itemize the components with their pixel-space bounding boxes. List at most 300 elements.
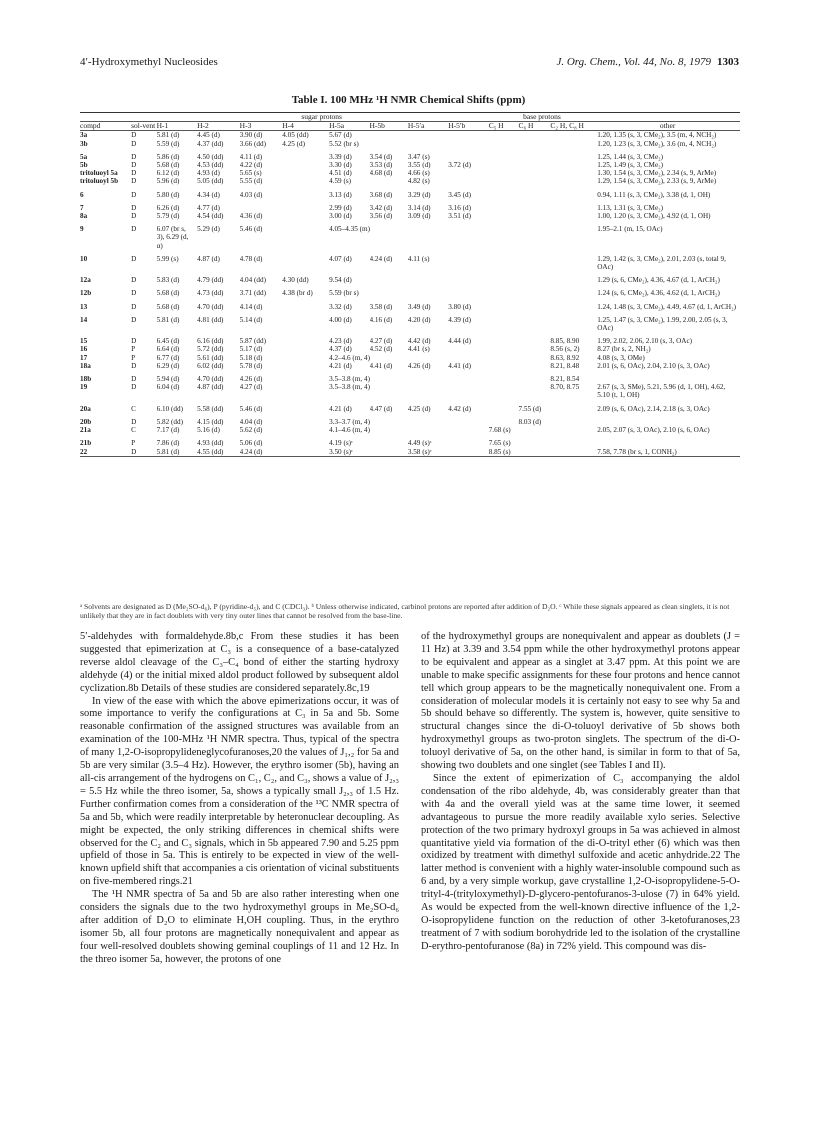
compound-cell: 6 <box>80 190 84 199</box>
table-cell <box>282 311 329 332</box>
table-cell: D <box>131 289 137 298</box>
table-cell <box>282 362 329 370</box>
col-header: H-4 <box>282 121 294 131</box>
table-cell: 5.18 (d) <box>239 353 263 362</box>
table-cell <box>240 199 283 212</box>
table-cell: 4.50 (dd) <box>197 152 224 161</box>
table-cell: D <box>131 383 137 392</box>
right-column <box>421 631 740 1111</box>
table-cell <box>282 332 329 345</box>
table-cell <box>370 140 408 148</box>
table-cell: D <box>131 225 137 234</box>
table-cell: 5.46 (d) <box>239 404 263 413</box>
table-cell: D <box>131 152 137 161</box>
table-cell: 4.27 (d) <box>239 383 263 392</box>
table-cell <box>448 177 488 185</box>
table-cell: 4.52 (d) <box>369 345 393 354</box>
table-cell: D <box>131 161 137 170</box>
table-cell <box>282 220 329 250</box>
table-cell: 4.27 (d) <box>369 337 393 346</box>
table-cell: 6.02 (dd) <box>197 361 224 370</box>
compound-cell: 7 <box>80 203 84 212</box>
table-row <box>80 220 740 250</box>
table-cell: 5.59 (d) <box>156 139 180 148</box>
table-cell <box>489 148 519 161</box>
table-cell: 6.12 (d) <box>156 169 180 178</box>
paragraph: of the hydroxymethyl groups are nonequivalent and appear as doublets (J = 11 Hz) at 3.39 and 3.54 ppm while the other hydroxymethyl protons appear to be equivalent and appear as a singlet at 3.47 ppm. At this point we are unable to make specific assignments for these four protons and hence cannot tell which group appears to be the magnetically nonequivalent one. From a consideration of molecular models it is certainly not easy to see why 5a and 5b should behave so differently. The system is, however, quite sensitive to structural changes since the di-O-toluoyl derivative of 5b shows both hydroxymethyl groups as two-proton singlets. The spectrum of the di-O-toluoyl derivative of 5a, on the other hand, is similar in form to that of 5a, showing two doublets and one singlet (see Tables I and II). <box>421 631 740 772</box>
table-cell <box>448 250 488 271</box>
compound-cell: 16 <box>80 345 88 354</box>
table-cell: 1.25, 1.47 (s, 3, CMe₂), 1.99, 2.00, 2.05 (s, 3, OAc) <box>597 315 728 333</box>
table-cell <box>550 298 597 311</box>
table-cell <box>518 271 550 284</box>
col-header: H-1 <box>156 121 169 131</box>
table-cell <box>489 199 519 212</box>
table-column-header-row <box>80 122 740 131</box>
table-cell: D <box>131 254 137 263</box>
table-cell: 7.17 (d) <box>156 426 180 435</box>
table-cell: 4.81 (dd) <box>197 315 224 324</box>
table-cell: 3.3–3.7 (m, 4) <box>329 417 370 426</box>
table-cell <box>448 448 488 456</box>
table-cell <box>518 332 550 345</box>
table-cell: 5.68 (d) <box>156 289 180 298</box>
table-cell: 3.39 (d) <box>329 152 352 161</box>
table-row <box>80 345 740 353</box>
table-cell: 7.58, 7.78 (br s, 1, CONH₂) <box>597 447 677 456</box>
table-cell: 4.19 (s)ᶜ <box>329 439 353 448</box>
table-cell: 5.59 (br s) <box>329 289 359 298</box>
table-cell <box>489 413 519 426</box>
table-cell: 1.24 (s, 6, CMe₂), 4.36, 4.62 (d, 1, ArCH₂) <box>597 289 720 298</box>
table-cell: 4.34 (d) <box>197 190 220 199</box>
table-cell: 4.45 (d) <box>197 131 220 140</box>
table-cell <box>518 250 550 271</box>
compound-cell: 15 <box>80 337 88 346</box>
table-cell <box>282 400 329 413</box>
nmr-table-wrapper <box>80 112 740 457</box>
table-cell <box>370 354 408 362</box>
table-cell <box>370 271 408 284</box>
table-cell <box>448 271 488 284</box>
table-cell <box>518 186 550 199</box>
table-cell: 4.70 (dd) <box>197 375 224 384</box>
table-cell: D <box>131 361 137 370</box>
col-header: other <box>659 121 676 131</box>
table-cell <box>489 161 519 169</box>
table-cell <box>448 140 488 148</box>
table-cell <box>282 448 329 456</box>
table-cell: 3.32 (d) <box>329 302 352 311</box>
table-cell: 1.20, 1.35 (s, 3, CMe₂), 3.5 (m, 4, NCH₂) <box>597 131 717 140</box>
table-cell <box>448 131 488 140</box>
table-row <box>80 400 740 413</box>
table-cell: 3.51 (d) <box>448 212 472 221</box>
table-cell: 8.03 (d) <box>518 417 542 426</box>
table-cell <box>408 284 448 297</box>
table-cell <box>518 220 550 250</box>
table-cell: 4.77 (d) <box>197 203 220 212</box>
table-cell: 6.77 (d) <box>156 353 180 362</box>
table-cell: 4.22 (d) <box>239 161 263 170</box>
col-header: C₂ H, C₈ H <box>550 121 584 131</box>
col-header: C₅ H <box>488 121 504 131</box>
footnote-text: ᵃ Solvents are designated as D (Me₂SO-d₆), P (pyridine-d₅), and C (CDCl₃). ᵇ Unless otherwise indicated, carbinol protons are reported after addition of D₂O. ᶜ While these signals appeared as clean singlets, it is not unlikely that they are in fact doublets with very tiny outer lines that cannot be resolved from the base-line. <box>80 602 730 620</box>
table-cell <box>448 220 488 250</box>
table-row <box>80 298 740 311</box>
col-header: H-5b <box>369 121 385 131</box>
compound-cell: 3a <box>80 131 88 140</box>
table-cell <box>448 148 488 161</box>
col-header: sol-vent <box>131 121 156 131</box>
table-body <box>80 131 740 456</box>
table-cell <box>489 186 519 199</box>
table-cell <box>489 383 519 399</box>
table-cell <box>448 413 488 426</box>
table-cell: 3.56 (d) <box>369 212 393 221</box>
table-cell: 1.00, 1.20 (s, 3, CMe₂), 4.92 (d, 1, OH) <box>597 212 711 221</box>
table-cell <box>282 426 329 434</box>
table-cell: 7.55 (d) <box>518 404 542 413</box>
table-cell: 4.23 (d) <box>329 337 352 346</box>
compound-cell: 8a <box>80 212 88 221</box>
table-cell: 3.80 (d) <box>448 302 472 311</box>
table-cell: 3.14 (d) <box>407 203 431 212</box>
table-cell <box>550 271 597 284</box>
table-cell <box>550 140 597 148</box>
table-cell: 4.21 (d) <box>329 404 352 413</box>
table-cell: 4.42 (d) <box>407 337 431 346</box>
table-cell: 3.66 (dd) <box>239 139 267 148</box>
table-cell: P <box>131 439 136 448</box>
table-cell: D <box>131 447 137 456</box>
table-cell: 8.85 (s) <box>488 447 511 456</box>
header-journal <box>556 56 739 72</box>
table-row <box>80 199 740 212</box>
table-cell: 5.58 (dd) <box>197 404 224 413</box>
table-cell: 4.42 (d) <box>448 404 472 413</box>
table-cell: 5.62 (d) <box>239 426 263 435</box>
compound-cell: 12a <box>80 276 91 285</box>
table-cell <box>370 177 408 185</box>
table-cell: 4.59 (s) <box>329 177 352 186</box>
compound-cell: 9 <box>80 225 84 234</box>
table-cell <box>282 298 329 311</box>
table-cell: 5.80 (d) <box>156 190 180 199</box>
compound-cell: 5a <box>80 152 88 161</box>
table-row <box>80 250 740 271</box>
table-cell: 4.54 (dd) <box>197 212 224 221</box>
table-row <box>80 148 740 161</box>
table-footnotes <box>80 602 740 620</box>
table-cell: 9.54 (d) <box>329 276 352 285</box>
table-cell <box>448 345 488 353</box>
table-cell: 3.47 (s) <box>407 152 430 161</box>
table-cell: 1.25, 1.44 (s, 3, CMe₂) <box>597 152 664 161</box>
table-cell <box>282 370 329 383</box>
compound-cell: 18a <box>80 361 91 370</box>
table-cell: 4.25 (d) <box>407 404 431 413</box>
table-cell <box>282 434 329 447</box>
table-cell: 8.70, 8.75 <box>550 383 580 392</box>
table-cell: D <box>131 177 137 186</box>
table-cell <box>489 177 519 185</box>
table-cell: 4.87 (d) <box>197 254 220 263</box>
table-cell <box>550 161 597 169</box>
table-cell <box>489 370 519 383</box>
table-cell <box>282 177 329 185</box>
table-cell <box>282 199 329 212</box>
table-cell: D <box>131 203 137 212</box>
left-column <box>80 631 399 1111</box>
table-cell <box>408 140 448 148</box>
group-spacer <box>80 113 157 122</box>
table-cell: 5.78 (d) <box>239 361 263 370</box>
table-cell: D <box>131 375 137 384</box>
table-cell: 4.30 (dd) <box>282 276 309 285</box>
table-cell: 3.00 (d) <box>329 212 352 221</box>
table-cell: 6.10 (dd) <box>156 404 183 413</box>
table-cell <box>489 250 519 271</box>
table-cell <box>518 345 550 353</box>
table-cell <box>518 212 550 220</box>
group-base-protons: base protons <box>523 113 561 121</box>
table-cell: 3.09 (d) <box>407 212 431 221</box>
table-cell: C <box>131 404 136 413</box>
table-cell: 3.53 (d) <box>369 161 393 170</box>
col-header: H-5a <box>329 121 345 131</box>
compound-cell: 22 <box>80 447 88 456</box>
table-row <box>80 434 740 447</box>
table-cell <box>282 169 329 177</box>
table-cell <box>518 199 550 212</box>
table-cell: 3.16 (d) <box>448 203 472 212</box>
col-header: compd <box>80 121 101 131</box>
table-cell: 4.93 (d) <box>197 169 220 178</box>
table-cell: 5.79 (d) <box>156 212 180 221</box>
table-cell: 4.82 (s) <box>407 177 430 186</box>
table-cell: 1.29 (s, 6, CMe₂), 4.36, 4.67 (d, 1, ArCH₂) <box>597 276 720 285</box>
table-cell: 6.07 (br s, 3), 6.29 (d, α) <box>156 225 189 250</box>
body-text <box>80 631 740 1111</box>
table-cell <box>489 140 519 148</box>
compound-cell: 14 <box>80 315 88 324</box>
table-cell: 8.21, 8.48 <box>550 361 580 370</box>
table-cell: 4.47 (d) <box>369 404 393 413</box>
table-cell: 8.56 (s, 2) <box>550 345 580 354</box>
table-cell: 3.13 (d) <box>329 190 352 199</box>
table-cell <box>489 345 519 353</box>
table-cell: 1.30, 1.54 (s, 3, CMe₂), 2.34 (s, 9, ArMe) <box>597 169 717 178</box>
table-cell <box>408 271 448 284</box>
table-row <box>80 362 740 370</box>
compound-cell: 19 <box>80 383 88 392</box>
table-cell: 6.64 (d) <box>156 345 180 354</box>
table-cell <box>489 311 519 332</box>
table-cell <box>282 250 329 271</box>
table-cell <box>408 220 448 250</box>
table-cell <box>448 354 488 362</box>
table-cell <box>489 131 519 140</box>
table-cell: 8.27 (br s, 2, NH₂) <box>597 345 651 354</box>
table-cell <box>550 148 597 161</box>
table-cell: 4.36 (d) <box>239 212 263 221</box>
table-cell <box>489 284 519 297</box>
table-cell <box>550 426 597 434</box>
table-cell <box>518 311 550 332</box>
table-cell <box>518 177 550 185</box>
table-cell: 5.86 (d) <box>156 152 180 161</box>
table-bottom-rule <box>80 456 740 457</box>
table-cell: 5.96 (d) <box>156 177 180 186</box>
table-cell: 3.5–3.8 (m, 4) <box>329 383 370 392</box>
table-cell <box>550 413 597 426</box>
compound-cell: 21b <box>80 439 92 448</box>
table-cell: 1.20, 1.23 (s, 3, CMe₂), 3.6 (m, 4, NCH₂) <box>597 139 717 148</box>
table-cell <box>370 220 408 250</box>
table-cell: 3.50 (s)ᶜ <box>329 447 353 456</box>
table-cell: 1.13, 1.31 (s, 3, CMe₂) <box>597 203 664 212</box>
table-cell: 3.58 (s)ᶜ <box>407 447 432 456</box>
table-cell <box>408 413 448 426</box>
table-cell: 5.52 (br s) <box>329 139 359 148</box>
table-cell: 4.68 (d) <box>369 169 393 178</box>
table-cell: 5.81 (d) <box>156 447 180 456</box>
table-cell <box>282 354 329 362</box>
running-header <box>80 56 739 72</box>
table-cell <box>518 131 550 140</box>
table-cell: 4.05 (dd) <box>282 131 309 140</box>
table-cell <box>518 161 550 169</box>
table-cell: 2.67 (s, 3, SMe), 5.21, 5.96 (d, 1, OH), 4.62, 5.10 (t, 1, OH) <box>597 383 726 400</box>
table-cell: 5.81 (d) <box>156 131 180 140</box>
table-cell <box>370 284 408 297</box>
table-cell: 1.29, 1.42 (s, 3, CMe₂), 2.01, 2.03 (s, total 9, OAc) <box>597 254 726 272</box>
table-cell <box>282 186 329 199</box>
table-cell: P <box>131 345 136 354</box>
table-cell: 4.20 (d) <box>407 315 431 324</box>
table-cell <box>282 413 329 426</box>
table-cell <box>489 332 519 345</box>
table-group-header-row <box>80 113 740 122</box>
table-cell: D <box>131 190 137 199</box>
table-cell: 6.45 (d) <box>156 337 180 346</box>
table-cell <box>550 284 597 297</box>
compound-cell: tritoluoyl 5b <box>80 177 119 186</box>
table-cell <box>489 169 519 177</box>
table-cell: D <box>131 212 137 221</box>
table-cell: 5.83 (d) <box>156 276 180 285</box>
table-cell: 4.87 (dd) <box>197 383 224 392</box>
compound-cell: 3b <box>80 139 88 148</box>
table-cell <box>550 186 597 199</box>
table-cell <box>518 284 550 297</box>
compound-cell: 13 <box>80 302 88 311</box>
table-cell <box>597 370 740 383</box>
table-cell <box>550 400 597 413</box>
table-cell: 4.26 (d) <box>239 375 263 384</box>
table-cell: 7.68 (s) <box>488 426 511 435</box>
table-cell: 6.04 (d) <box>156 383 180 392</box>
table-cell: 5.67 (d) <box>329 131 352 140</box>
table-cell: 4.41 (d) <box>448 361 472 370</box>
paragraph: Since the extent of epimerization of C₃ accompanying the aldol condensation of the ribo aldehyde, 4b, was considerably greater than that with 4a and the overall yield was at the same time lower, it seemed advantageous to pursue the more readily available xylo series. Selective protection of the two primary hydroxyl groups in 5a was achieved in almost quantitative yield via formation of the di-O-trityl ether (6) which was then oxidized by treatment with dimethyl sulfoxide and acetic anhydride.22 The latter method is convenient with a highly water-insoluble compound such as 6 and, by a very simple workup, gave crystalline 1,2-O-isopropylidene-5-O-trityl-4-(trityloxymethyl)-D-glycero-pentofuranos-3-ulose (7) in 64% yield. As would be expected from the well-known directive influence of the 1,2-O-isopropylidene function on the reduction of other 3-ketofuranoses,23 treatment of 7 with sodium borohydride led to the isolation of the crystalline D-erythro-pentofuranose (8a) in 72% yield. This compound was dis- <box>421 772 740 952</box>
table-cell: 4.05–4.35 (m) <box>329 225 370 234</box>
table-cell: P <box>131 353 136 362</box>
table-cell: 5.81 (d) <box>156 315 180 324</box>
table-cell <box>489 220 519 250</box>
table-cell: 4.16 (d) <box>369 315 393 324</box>
table-cell <box>518 354 550 362</box>
table-cell: 4.78 (d) <box>239 254 263 263</box>
compound-cell: 20a <box>80 404 91 413</box>
table-cell: 4.55 (dd) <box>197 447 224 456</box>
table-cell <box>408 370 448 383</box>
table-cell <box>408 354 448 362</box>
table-cell: 3.54 (d) <box>369 152 393 161</box>
table-cell: D <box>131 417 137 426</box>
table-cell <box>370 370 408 383</box>
paragraph: In view of the ease with which the above epimerizations occur, it was of some importance to verify the configurations at C₃ in 5a and 5b. Some reasonable confirmation of the assigned structures was available from an examination of the 100-MHz ¹H NMR spectra. Thus, typical of the spectra of many 1,2-O-isopropylideneglycofuranoses,20 the values of J₁,₂ for 5a and 5b are very similar (3.5–4 Hz). However, the erythro isomer (5b), having an all-cis arrangement of the hydrogens on C₁, C₂, and C₃, shows a value of J₂,₃ = 5.5 Hz while the threo isomer, 5a, shows a typically small J₂,₃ of 1.5 Hz. Further confirmation comes from a consideration of the ¹³C NMR spectra of 5a and 5b, which were readily interpretable by heteronuclear decoupling. As might be expected, the only striking differences in chemical shifts were observed for the C₂ and C₃ signals, which in 5b appeared 7.90 and 5.25 ppm upfield of those in 5a. This is entirely to be expected in view of the well-known upfield shift that accompanies a cis orientation of vicinal substituents on five-membered rings.21 <box>80 695 399 888</box>
table-cell: 4.79 (dd) <box>197 276 224 285</box>
table-cell: 5.16 (d) <box>197 426 220 435</box>
table-cell: 4.41 (s) <box>407 345 430 354</box>
table-cell: 1.95–2.1 (m, 15, OAc) <box>597 225 663 234</box>
table-cell <box>550 199 597 212</box>
table-cell <box>518 140 550 148</box>
table-row <box>80 284 740 297</box>
table-row <box>80 354 740 362</box>
compound-cell: 5b <box>80 161 88 170</box>
table-cell: 5.94 (d) <box>156 375 180 384</box>
table-cell: 3.42 (d) <box>369 203 393 212</box>
table-cell <box>550 169 597 177</box>
table-cell <box>550 250 597 271</box>
table-cell <box>518 362 550 370</box>
table-cell <box>370 413 408 426</box>
table-cell: 1.29, 1.54 (s, 3, CMe₂), 2.33 (s, 9, ArMe) <box>597 177 717 186</box>
table-cell: C <box>131 426 136 435</box>
table-cell: 4.25 (d) <box>282 139 305 148</box>
table-cell <box>550 448 597 456</box>
table-cell: 5.55 (d) <box>239 177 263 186</box>
table-row <box>80 212 740 220</box>
table-cell: 4.39 (d) <box>448 315 472 324</box>
table-cell <box>550 311 597 332</box>
table-cell <box>489 298 519 311</box>
table-cell: 8.85, 8.90 <box>550 337 580 346</box>
table-cell: 4.51 (d) <box>329 169 352 178</box>
group-spacer-right <box>597 113 740 122</box>
paragraph: 5′-aldehydes with formaldehyde.8b,c From these studies it has been suggested that epimerization at C₃ is a consequence of a base-catalyzed reverse aldol cleavage of the C₃–C₄ bond of either the starting hydroxy aldehyde (4) or the initial mixed aldol product followed by subsequent aldol cyclization.8b Details of these studies are considered separately.8c,19 <box>80 631 399 694</box>
table-cell: 4.26 (d) <box>407 361 431 370</box>
table-cell: 5.29 (d) <box>197 225 220 234</box>
table-cell: 5.82 (dd) <box>156 417 183 426</box>
table-cell: 3.55 (d) <box>407 161 431 170</box>
table-cell <box>370 434 408 447</box>
table-cell <box>408 383 448 399</box>
table-cell: 5.14 (d) <box>239 315 263 324</box>
table-cell <box>518 370 550 383</box>
table-cell <box>550 434 597 447</box>
table-cell <box>489 354 519 362</box>
table-cell <box>282 161 329 169</box>
table-cell: 8.63, 8.92 <box>550 353 580 362</box>
group-sugar-protons: sugar protons <box>301 113 342 121</box>
compound-cell: 20b <box>80 417 92 426</box>
table-cell <box>518 426 550 434</box>
table-cell: 5.99 (s) <box>156 254 179 263</box>
